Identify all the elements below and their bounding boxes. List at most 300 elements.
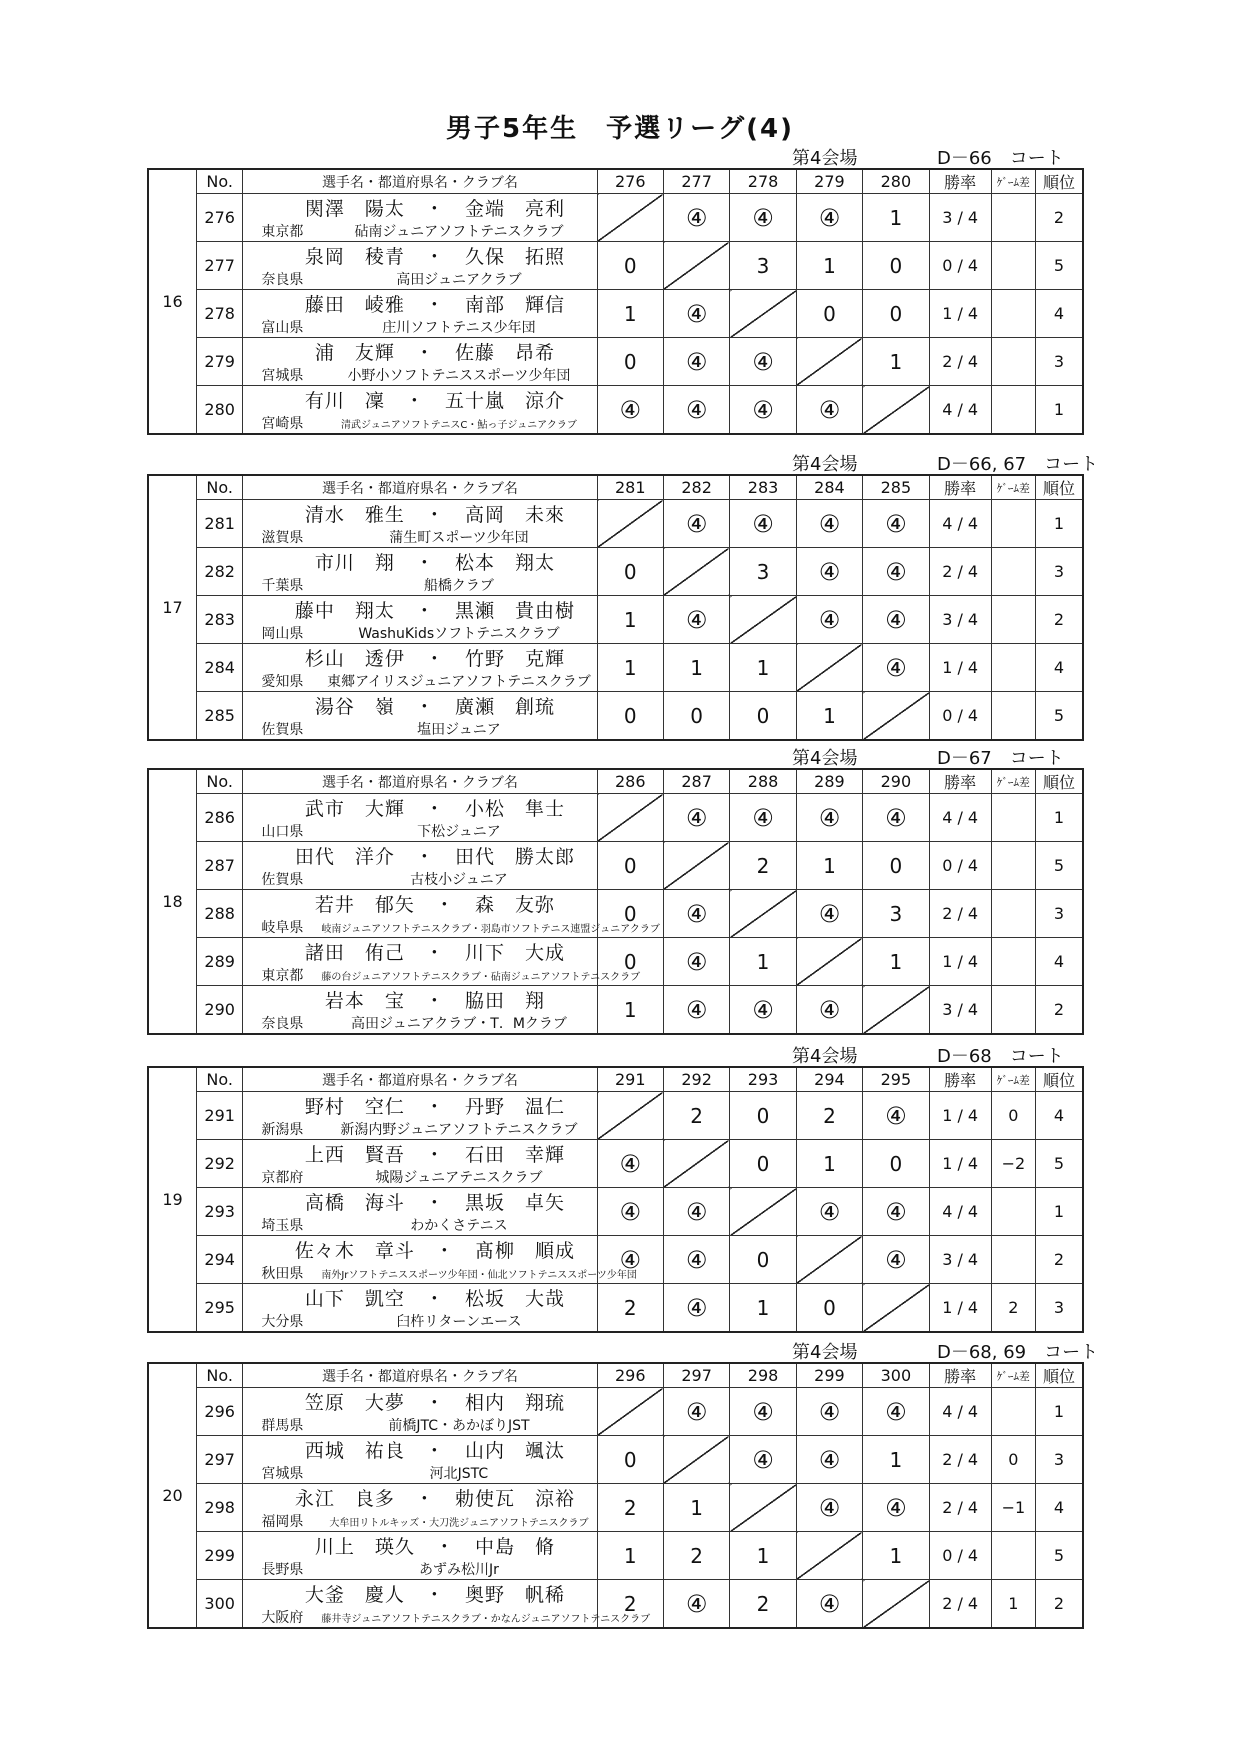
self-match-cell <box>863 692 929 741</box>
match-result: 1 <box>863 338 929 386</box>
match-result: 2 <box>663 1092 729 1140</box>
player-names <box>243 1140 596 1167</box>
game-diff <box>991 194 1035 242</box>
player-cell <box>243 1532 597 1580</box>
player-1-name: 関澤 陽太 <box>304 198 405 220</box>
club-name: 高田ジュニアクラブ・T．Mクラブ <box>350 1016 567 1032</box>
match-result: ④ <box>597 1140 663 1188</box>
self-match-cell <box>663 1140 729 1188</box>
game-diff <box>991 1388 1035 1436</box>
self-match-cell <box>730 1188 796 1236</box>
affiliation <box>243 269 596 289</box>
prefecture: 埼玉県 <box>261 1218 304 1234</box>
player-cell <box>243 338 597 386</box>
table-row <box>148 1436 1083 1484</box>
game-diff <box>991 548 1035 596</box>
prefecture: 滋賀県 <box>261 530 304 546</box>
group-number: 17 <box>148 475 196 740</box>
venue-court-line <box>147 1040 1087 1066</box>
rank: 1 <box>1036 1188 1083 1236</box>
header-opponent-no: 285 <box>863 475 929 500</box>
header-rate: 勝率 <box>929 1067 991 1092</box>
entry-number: 288 <box>196 890 242 938</box>
prefecture: 長野県 <box>261 1562 304 1578</box>
club-name: 砧南ジュニアソフトテニスクラブ <box>354 224 564 240</box>
header-no: No. <box>196 475 242 500</box>
header-opponent-no: 291 <box>597 1067 663 1092</box>
win-rate: 0 / 4 <box>929 242 991 290</box>
self-match-cell <box>597 1388 663 1436</box>
venue-label: 第4会場 <box>792 1046 858 1067</box>
player-1-name: 藤中 翔太 <box>294 600 395 622</box>
player-1-name: 泉岡 稜青 <box>304 246 405 268</box>
header-rank: 順位 <box>1036 475 1083 500</box>
header-opponent-no: 281 <box>597 475 663 500</box>
match-result: ④ <box>663 986 729 1035</box>
court-label: D－68, 69 コート <box>937 1342 1099 1363</box>
page-title: 男子5年生 予選リーグ(4) <box>446 114 794 144</box>
match-result: ④ <box>796 890 862 938</box>
table-row <box>148 1532 1083 1580</box>
header-row <box>148 1067 1083 1092</box>
table-row <box>148 1092 1083 1140</box>
self-match-cell <box>663 842 729 890</box>
win-rate: 4 / 4 <box>929 1188 991 1236</box>
player-cell <box>243 1580 651 1629</box>
pair-separator: ・ <box>424 942 445 964</box>
club-name: 前橋JTC・あかぼりJST <box>388 1418 530 1434</box>
match-result: ④ <box>796 548 862 596</box>
table-row <box>148 1388 1083 1436</box>
court-label: D－68 コート <box>937 1046 1064 1067</box>
match-result: 1 <box>597 1532 663 1580</box>
rank: 2 <box>1036 596 1083 644</box>
match-result: ④ <box>663 1188 729 1236</box>
self-match-cell <box>663 548 729 596</box>
player-cell <box>243 1188 597 1236</box>
match-result: 2 <box>730 1580 796 1629</box>
player-names <box>243 596 596 623</box>
pair-separator: ・ <box>424 246 445 268</box>
match-result: ④ <box>796 1484 862 1532</box>
self-match-cell <box>663 1436 729 1484</box>
match-result: ④ <box>863 1388 929 1436</box>
rank: 4 <box>1036 290 1083 338</box>
player-names <box>243 242 596 269</box>
win-rate: 1 / 4 <box>929 938 991 986</box>
rank: 3 <box>1036 1436 1083 1484</box>
rank: 1 <box>1036 794 1083 842</box>
league-block <box>147 1040 1087 1333</box>
player-names <box>243 1532 596 1559</box>
match-result: ④ <box>730 386 796 435</box>
player-names <box>243 1436 596 1463</box>
player-cell <box>243 386 597 435</box>
affiliation <box>243 1013 596 1033</box>
match-result: 1 <box>730 1284 796 1333</box>
header-opponent-no: 282 <box>663 475 729 500</box>
pair-separator: ・ <box>424 648 445 670</box>
player-names <box>243 194 596 221</box>
header-opponent-no: 300 <box>863 1363 929 1388</box>
entry-number: 297 <box>196 1436 242 1484</box>
prefecture: 大分県 <box>261 1314 304 1330</box>
self-match-cell <box>796 1236 862 1284</box>
prefecture: 富山県 <box>261 320 304 336</box>
rank: 1 <box>1036 500 1083 548</box>
win-rate: 4 / 4 <box>929 386 991 435</box>
player-names <box>243 1188 596 1215</box>
pair-separator: ・ <box>434 1240 455 1262</box>
game-diff <box>991 386 1035 435</box>
prefecture: 佐賀県 <box>261 722 304 738</box>
match-result: 0 <box>597 842 663 890</box>
match-result: ④ <box>796 1580 862 1629</box>
player-names <box>243 338 596 365</box>
match-result: ④ <box>796 1388 862 1436</box>
player-2-name: 久保 拓照 <box>464 246 565 268</box>
affiliation <box>243 575 596 595</box>
pair-separator: ・ <box>424 1392 445 1414</box>
win-rate: 2 / 4 <box>929 1580 991 1629</box>
win-rate: 4 / 4 <box>929 500 991 548</box>
entry-number: 289 <box>196 938 242 986</box>
rank: 2 <box>1036 1580 1083 1629</box>
header-no: No. <box>196 769 242 794</box>
affiliation <box>243 821 596 841</box>
rank: 4 <box>1036 1484 1083 1532</box>
table-row <box>148 1284 1083 1333</box>
player-2-name: 中島 脩 <box>474 1536 555 1558</box>
group-number: 16 <box>148 169 196 434</box>
entry-number: 300 <box>196 1580 242 1629</box>
pair-separator: ・ <box>424 1192 445 1214</box>
prefecture: 宮城県 <box>261 368 304 384</box>
player-2-name: 佐藤 昂希 <box>454 342 555 364</box>
rank: 2 <box>1036 1236 1083 1284</box>
match-result: 1 <box>796 242 862 290</box>
entry-number: 299 <box>196 1532 242 1580</box>
entry-number: 276 <box>196 194 242 242</box>
affiliation <box>243 365 596 385</box>
club-name: 下松ジュニア <box>417 824 501 840</box>
match-result: ④ <box>863 596 929 644</box>
header-rank: 順位 <box>1036 169 1083 194</box>
header-opponent-no: 283 <box>730 475 796 500</box>
player-2-name: 勅使瓦 涼裕 <box>454 1488 575 1510</box>
match-result: 1 <box>597 986 663 1035</box>
self-match-cell <box>796 938 862 986</box>
self-match-cell <box>597 794 663 842</box>
win-rate: 1 / 4 <box>929 1092 991 1140</box>
club-name: 南外Jrソフトテニススポーツ少年団・仙北ソフトテニススポーツ少年団 <box>321 1270 637 1281</box>
header-rate: 勝率 <box>929 169 991 194</box>
player-cell <box>243 986 597 1035</box>
venue-label: 第4会場 <box>792 148 858 169</box>
venue-label: 第4会場 <box>792 1342 858 1363</box>
match-result: 3 <box>730 548 796 596</box>
header-opponent-no: 276 <box>597 169 663 194</box>
pair-separator: ・ <box>414 600 435 622</box>
player-2-name: 丹野 温仁 <box>464 1096 565 1118</box>
match-result: ④ <box>597 1236 663 1284</box>
player-names <box>243 938 596 965</box>
entry-number: 281 <box>196 500 242 548</box>
match-result: ④ <box>796 794 862 842</box>
league-table <box>147 168 1084 435</box>
game-diff <box>991 290 1035 338</box>
pair-separator: ・ <box>434 894 455 916</box>
pair-separator: ・ <box>414 846 435 868</box>
entry-number: 287 <box>196 842 242 890</box>
match-result: 0 <box>863 290 929 338</box>
player-1-name: 永江 良多 <box>294 1488 395 1510</box>
player-cell <box>243 1284 597 1333</box>
game-diff <box>991 242 1035 290</box>
header-row <box>148 769 1083 794</box>
pair-separator: ・ <box>424 504 445 526</box>
table-row <box>148 596 1083 644</box>
player-2-name: 相内 翔琉 <box>464 1392 565 1414</box>
self-match-cell <box>663 242 729 290</box>
pair-separator: ・ <box>414 342 435 364</box>
player-2-name: 黒瀬 貴由樹 <box>454 600 575 622</box>
table-row <box>148 692 1083 741</box>
group-number: 19 <box>148 1067 196 1332</box>
match-result: ④ <box>796 1436 862 1484</box>
match-result: ④ <box>863 1484 929 1532</box>
match-result: ④ <box>730 500 796 548</box>
club-name: 河北JSTC <box>429 1466 489 1482</box>
win-rate: 1 / 4 <box>929 644 991 692</box>
player-1-name: 佐々木 章斗 <box>294 1240 415 1262</box>
self-match-cell <box>597 500 663 548</box>
prefecture: 愛知県 <box>261 674 304 690</box>
club-name: 藤の台ジュニアソフトテニスクラブ・砧南ジュニアソフトテニスクラブ <box>321 972 641 983</box>
entry-number: 295 <box>196 1284 242 1333</box>
player-1-name: 山下 凱空 <box>304 1288 405 1310</box>
win-rate: 3 / 4 <box>929 986 991 1035</box>
match-result: 1 <box>663 644 729 692</box>
affiliation <box>243 623 596 643</box>
table-row <box>148 1484 1083 1532</box>
match-result: ④ <box>863 644 929 692</box>
match-result: ④ <box>663 290 729 338</box>
self-match-cell <box>597 1092 663 1140</box>
league-block <box>147 448 1099 741</box>
player-2-name: 川下 大成 <box>464 942 565 964</box>
rank: 5 <box>1036 692 1083 741</box>
player-cell <box>243 242 597 290</box>
match-result: 2 <box>730 842 796 890</box>
entry-number: 290 <box>196 986 242 1035</box>
rank: 1 <box>1036 386 1083 435</box>
table-row <box>148 1140 1083 1188</box>
table-row <box>148 242 1083 290</box>
game-diff: −2 <box>991 1140 1035 1188</box>
win-rate: 3 / 4 <box>929 1236 991 1284</box>
table-row <box>148 842 1083 890</box>
player-1-name: 西城 祐良 <box>304 1440 405 1462</box>
rank: 3 <box>1036 548 1083 596</box>
player-1-name: 田代 洋介 <box>294 846 395 868</box>
player-names <box>243 1388 596 1415</box>
match-result: 1 <box>730 644 796 692</box>
player-2-name: 山内 颯汰 <box>464 1440 565 1462</box>
win-rate: 2 / 4 <box>929 338 991 386</box>
game-diff <box>991 794 1035 842</box>
game-diff <box>991 842 1035 890</box>
match-result: 1 <box>597 644 663 692</box>
game-diff <box>991 938 1035 986</box>
player-names <box>243 548 596 575</box>
match-result: 1 <box>730 938 796 986</box>
player-cell <box>243 644 597 692</box>
pair-separator: ・ <box>414 552 435 574</box>
header-opponent-no: 296 <box>597 1363 663 1388</box>
player-names <box>243 1092 596 1119</box>
player-cell <box>243 596 597 644</box>
self-match-cell <box>863 386 929 435</box>
win-rate: 0 / 4 <box>929 692 991 741</box>
match-result: ④ <box>730 1388 796 1436</box>
league-table <box>147 474 1084 741</box>
match-result: ④ <box>863 1236 929 1284</box>
affiliation <box>243 869 596 889</box>
court-label: D－66, 67 コート <box>937 454 1099 475</box>
header-game-diff: ｹﾞｰﾑ差 <box>991 1067 1035 1092</box>
self-match-cell <box>796 338 862 386</box>
player-2-name: 森 友弥 <box>474 894 555 916</box>
league-table <box>147 1066 1084 1333</box>
match-result: ④ <box>597 1188 663 1236</box>
player-2-name: 脇田 翔 <box>464 990 545 1012</box>
pair-separator: ・ <box>424 1144 445 1166</box>
header-opponent-no: 289 <box>796 769 862 794</box>
player-1-name: 武市 大輝 <box>304 798 405 820</box>
club-name: 古枝小ジュニア <box>410 872 508 888</box>
court-label: D－66 コート <box>937 148 1064 169</box>
player-cell <box>243 890 660 938</box>
prefecture: 東京都 <box>261 224 304 240</box>
header-opponent-no: 293 <box>730 1067 796 1092</box>
match-result: 1 <box>796 692 862 741</box>
match-result: ④ <box>730 794 796 842</box>
header-opponent-no: 286 <box>597 769 663 794</box>
player-cell <box>243 1436 597 1484</box>
affiliation <box>243 1311 596 1331</box>
rank: 3 <box>1036 1284 1083 1333</box>
prefecture: 宮城県 <box>261 1466 304 1482</box>
table-row <box>148 1580 1083 1629</box>
pair-separator: ・ <box>434 1536 455 1558</box>
header-game-diff: ｹﾞｰﾑ差 <box>991 475 1035 500</box>
prefecture: 福岡県 <box>261 1514 304 1530</box>
match-result: ④ <box>663 1236 729 1284</box>
match-result: ④ <box>863 794 929 842</box>
league-table <box>147 1362 1084 1629</box>
win-rate: 3 / 4 <box>929 596 991 644</box>
header-rate: 勝率 <box>929 475 991 500</box>
rank: 4 <box>1036 938 1083 986</box>
player-2-name: 奥野 帆稀 <box>464 1584 565 1606</box>
player-1-name: 笠原 大夢 <box>304 1392 405 1414</box>
player-1-name: 有川 凜 <box>304 390 385 412</box>
player-1-name: 川上 瑛久 <box>314 1536 415 1558</box>
player-names <box>243 692 596 719</box>
game-diff: 1 <box>991 1580 1035 1629</box>
header-opponent-no: 278 <box>730 169 796 194</box>
game-diff <box>991 644 1035 692</box>
match-result: ④ <box>863 1188 929 1236</box>
table-row <box>148 290 1083 338</box>
club-name: 新潟内野ジュニアソフトテニスクラブ <box>340 1122 578 1138</box>
player-1-name: 浦 友輝 <box>314 342 395 364</box>
club-name: 高田ジュニアクラブ <box>396 272 522 288</box>
rank: 1 <box>1036 1388 1083 1436</box>
match-result: 0 <box>597 338 663 386</box>
match-result: 0 <box>663 692 729 741</box>
header-row <box>148 1363 1083 1388</box>
table-row <box>148 386 1083 435</box>
group-number: 20 <box>148 1363 196 1628</box>
club-name: 藤井寺ジュニアソフトテニスクラブ・かなんジュニアソフトテニスクラブ <box>321 1614 651 1625</box>
match-result: ④ <box>730 194 796 242</box>
player-2-name: 南部 輝信 <box>464 294 565 316</box>
venue-label: 第4会場 <box>792 454 858 475</box>
club-name: 庄川ソフトテニス少年団 <box>382 320 536 336</box>
pair-separator: ・ <box>414 1488 435 1510</box>
match-result: 1 <box>863 1436 929 1484</box>
match-result: 0 <box>796 290 862 338</box>
header-game-diff: ｹﾞｰﾑ差 <box>991 169 1035 194</box>
match-result: 1 <box>730 1532 796 1580</box>
match-result: 1 <box>863 938 929 986</box>
prefecture: 奈良県 <box>261 272 304 288</box>
entry-number: 292 <box>196 1140 242 1188</box>
player-cell <box>243 1236 637 1284</box>
self-match-cell <box>863 986 929 1035</box>
match-result: 3 <box>730 242 796 290</box>
league-block <box>147 742 1087 1035</box>
match-result: ④ <box>796 1188 862 1236</box>
match-result: 2 <box>796 1092 862 1140</box>
entry-number: 293 <box>196 1188 242 1236</box>
prefecture: 岐阜県 <box>261 920 304 936</box>
entry-number: 278 <box>196 290 242 338</box>
player-2-name: 金端 亮利 <box>464 198 565 220</box>
rank: 5 <box>1036 1532 1083 1580</box>
header-row <box>148 475 1083 500</box>
win-rate: 0 / 4 <box>929 842 991 890</box>
match-result: 1 <box>796 842 862 890</box>
venue-court-line <box>147 142 1087 168</box>
match-result: ④ <box>796 986 862 1035</box>
game-diff <box>991 596 1035 644</box>
win-rate: 1 / 4 <box>929 1284 991 1333</box>
table-row <box>148 194 1083 242</box>
player-2-name: 五十嵐 涼介 <box>444 390 565 412</box>
game-diff <box>991 890 1035 938</box>
affiliation <box>243 1215 596 1235</box>
win-rate: 2 / 4 <box>929 890 991 938</box>
header-rate: 勝率 <box>929 1363 991 1388</box>
rank: 4 <box>1036 644 1083 692</box>
table-row <box>148 938 1083 986</box>
match-result: 0 <box>597 938 663 986</box>
match-result: ④ <box>796 194 862 242</box>
player-cell <box>243 1388 597 1436</box>
